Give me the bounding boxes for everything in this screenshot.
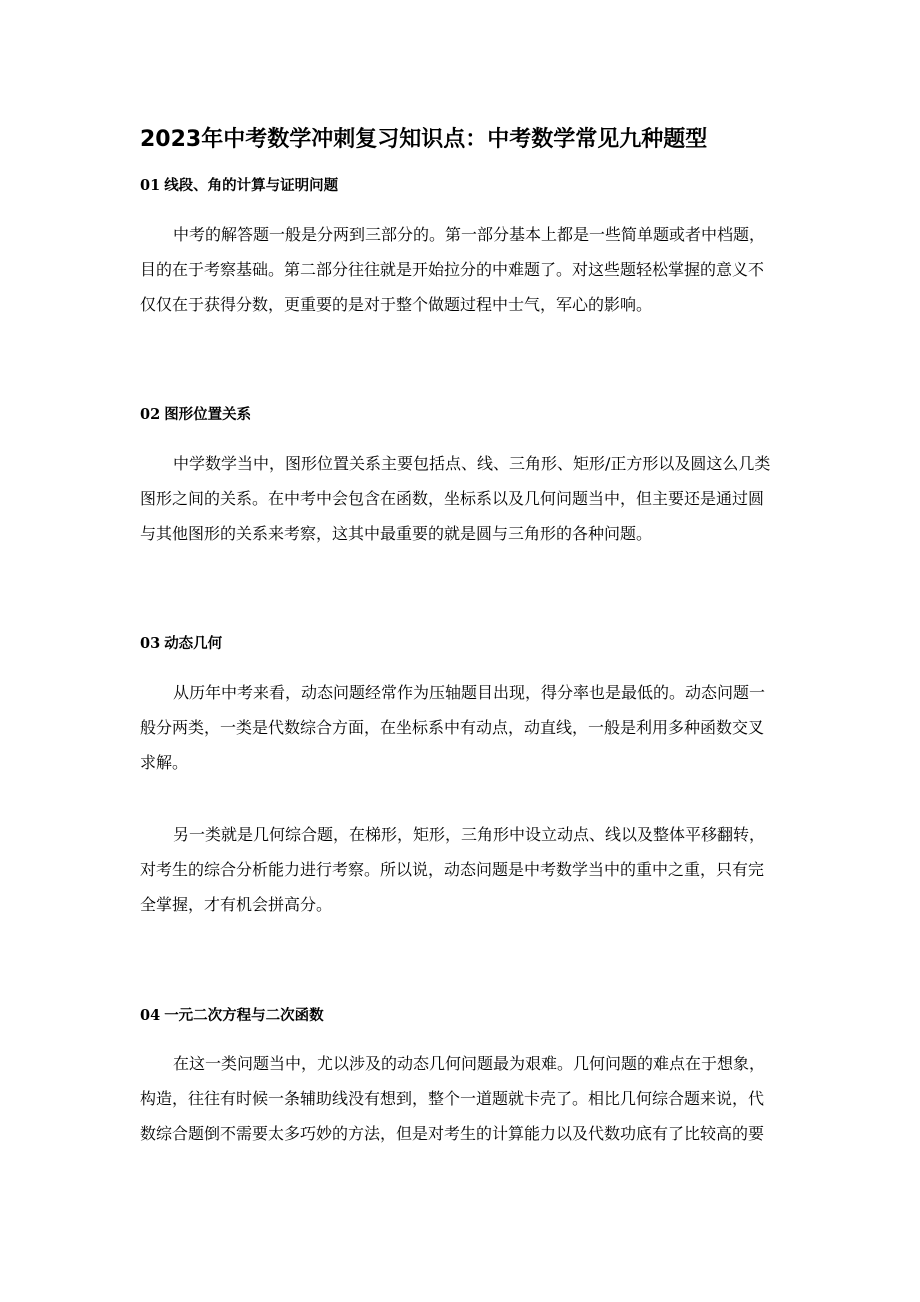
section-heading-text: 一元二次方程与二次函数 xyxy=(164,1008,324,1024)
paragraph-line: 全掌握，才有机会拼高分。 xyxy=(140,895,333,914)
paragraph-line: 图形之间的关系。在中考中会包含在函数，坐标系以及几何问题当中，但主要还是通过圆 xyxy=(140,489,765,508)
paragraph-line: 中考的解答题一般是分两到三部分的。第一部分基本上都是一些简单题或者中档题， xyxy=(173,225,766,244)
paragraph-line: 对考生的综合分析能力进行考察。所以说，动态问题是中考数学当中的重中之重，只有完 xyxy=(140,860,765,879)
section-number: 04 xyxy=(140,1007,161,1024)
paragraph-line: 求解。 xyxy=(140,753,189,772)
paragraph-line: 构造，往往有时候一条辅助线没有想到，整个一道题就卡壳了。相比几何综合题来说，代 xyxy=(140,1089,765,1108)
paragraph-line: 仅仅在于获得分数，更重要的是对于整个做题过程中士气，军心的影响。 xyxy=(140,295,653,314)
paragraph-line: 另一类就是几何综合题，在梯形，矩形，三角形中设立动点、线以及整体平移翻转， xyxy=(173,825,766,844)
paragraph-line: 数综合题倒不需要太多巧妙的方法，但是对考生的计算能力以及代数功底有了比较高的要 xyxy=(140,1124,765,1143)
section-number: 03 xyxy=(140,635,161,652)
paragraph-line: 目的在于考察基础。第二部分往往就是开始拉分的中难题了。对这些题轻松掌握的意义不 xyxy=(140,260,765,279)
section-heading-text: 图形位置关系 xyxy=(164,407,252,423)
paragraph-line: 与其他图形的关系来考察，这其中最重要的就是圆与三角形的各种问题。 xyxy=(140,524,653,543)
paragraph-line: 般分两类，一类是代数综合方面，在坐标系中有动点，动直线，一般是利用多种函数交叉 xyxy=(140,718,765,737)
section-heading-02 xyxy=(140,404,251,426)
section-heading-text: 线段、角的计算与证明问题 xyxy=(164,178,339,194)
section-04-paragraph-1 xyxy=(140,1046,780,1151)
section-02-paragraph-1 xyxy=(140,446,780,551)
paragraph-line: 从历年中考来看，动态问题经常作为压轴题目出现，得分率也是最低的。动态问题一 xyxy=(173,683,766,702)
section-03-paragraph-2 xyxy=(140,817,780,922)
page-title: 2023年中考数学冲刺复习知识点：中考数学常见九种题型 xyxy=(140,127,708,152)
paragraph-line: 中学数学当中，图形位置关系主要包括点、线、三角形、矩形/正方形以及圆这么几类 xyxy=(173,454,771,473)
section-heading-01 xyxy=(140,175,338,197)
section-01-paragraph-1 xyxy=(140,217,780,322)
section-heading-text: 动态几何 xyxy=(164,636,223,652)
section-03-paragraph-1 xyxy=(140,675,780,780)
section-number: 01 xyxy=(140,177,161,194)
section-number: 02 xyxy=(140,406,161,423)
paragraph-line: 在这一类问题当中，尤以涉及的动态几何问题最为艰难。几何问题的难点在于想象， xyxy=(173,1054,766,1073)
section-heading-04 xyxy=(140,1005,324,1027)
section-heading-03 xyxy=(140,633,222,655)
